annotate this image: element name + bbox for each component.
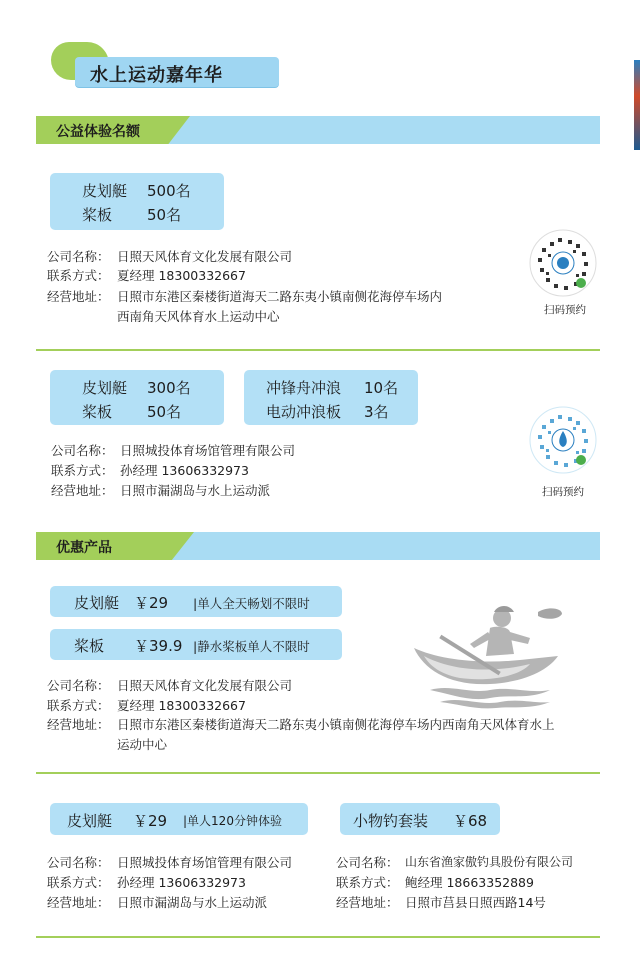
company-name: 日照城投体育场馆管理有限公司 [120,443,296,458]
contact-label: 联系方式： [47,698,110,713]
quota-item-count: 500名 [147,182,191,200]
contact-value: 孙经理 13606332973 [120,463,249,478]
page-title: 水上运动嘉年华 [90,65,223,86]
contact-label: 联系方式： [47,875,110,890]
section-title-discount: 优惠产品 [56,540,112,556]
product-price: ￥39.9 [134,637,183,655]
address-value: 日照市东港区秦楼街道海天二路东夷小镇南侧花海停车场内 [117,289,443,304]
quota-item-count: 50名 [147,403,182,421]
company-name: 日照城投体育场馆管理有限公司 [117,855,293,870]
product-desc: |单人120分钟体验 [183,814,282,828]
product-price: ￥29 [134,594,169,612]
company-name: 日照天风体育文化发展有限公司 [117,678,293,693]
edge-image-strip [634,60,640,150]
company-label: 公司名称： [47,678,110,693]
company-label: 公司名称： [47,855,110,870]
qr-label: 扫码预约 [542,486,584,498]
product-name: 小物钓套装 [353,812,429,830]
product-price: ￥29 [133,812,168,830]
product-name: 皮划艇 [67,812,113,830]
contact-label: 联系方式： [47,268,110,283]
address-value-cont: 西南角天风体育水上运动中心 [117,309,280,324]
address-value: 日照市漏湖岛与水上运动派 [117,895,268,910]
product-price: ￥68 [453,812,488,830]
quota-item-name: 皮划艇 [82,379,128,397]
product-name: 桨板 [74,637,105,655]
quota-item-name: 桨板 [82,403,113,421]
section-title-public: 公益体验名额 [56,124,140,140]
quota-box [50,173,224,230]
qr-label: 扫码预约 [544,304,586,316]
divider [36,349,600,351]
product-desc: |静水桨板单人不限时 [193,639,310,654]
qr-code[interactable] [528,405,598,475]
address-value-cont: 运动中心 [117,737,168,752]
company-label: 公司名称： [51,443,114,458]
address-label: 经营地址： [336,895,399,910]
divider [36,772,600,774]
company-name: 山东省渔家傲钓具股份有限公司 [405,855,574,869]
address-label: 经营地址： [51,483,114,498]
company-label: 公司名称： [336,855,399,870]
contact-label: 联系方式： [336,875,399,890]
address-value: 日照市莒县日照西路14号 [405,895,546,910]
product-name: 皮划艇 [74,594,120,612]
contact-value: 孙经理 13606332973 [117,875,246,890]
address-label: 经营地址： [47,717,110,732]
quota-item-name: 皮划艇 [82,182,128,200]
quota-box [50,370,224,425]
quota-item-name: 冲锋舟冲浪 [266,379,342,397]
quota-item-name: 电动冲浪板 [266,403,342,421]
contact-label: 联系方式： [51,463,114,478]
contact-value: 夏经理 18300332667 [117,698,246,713]
quota-item-count: 3名 [364,403,389,421]
divider [36,936,600,938]
address-label: 经营地址： [47,895,110,910]
contact-value: 鲍经理 18663352889 [405,875,534,890]
address-label: 经营地址： [47,289,110,304]
address-value: 日照市东港区秦楼街道海天二路东夷小镇南侧花海停车场内西南角天风体育水上 [117,717,555,732]
qr-code[interactable] [528,228,598,298]
company-name: 日照天风体育文化发展有限公司 [117,249,293,264]
kayaker-illustration [410,598,570,713]
quota-item-count: 10名 [364,379,399,397]
contact-value: 夏经理 18300332667 [117,268,246,283]
product-desc: |单人全天畅划不限时 [193,596,310,611]
address-value: 日照市漏湖岛与水上运动派 [120,483,271,498]
quota-item-count: 50名 [147,206,182,224]
quota-item-name: 桨板 [82,206,113,224]
quota-item-count: 300名 [147,379,191,397]
company-label: 公司名称： [47,249,110,264]
